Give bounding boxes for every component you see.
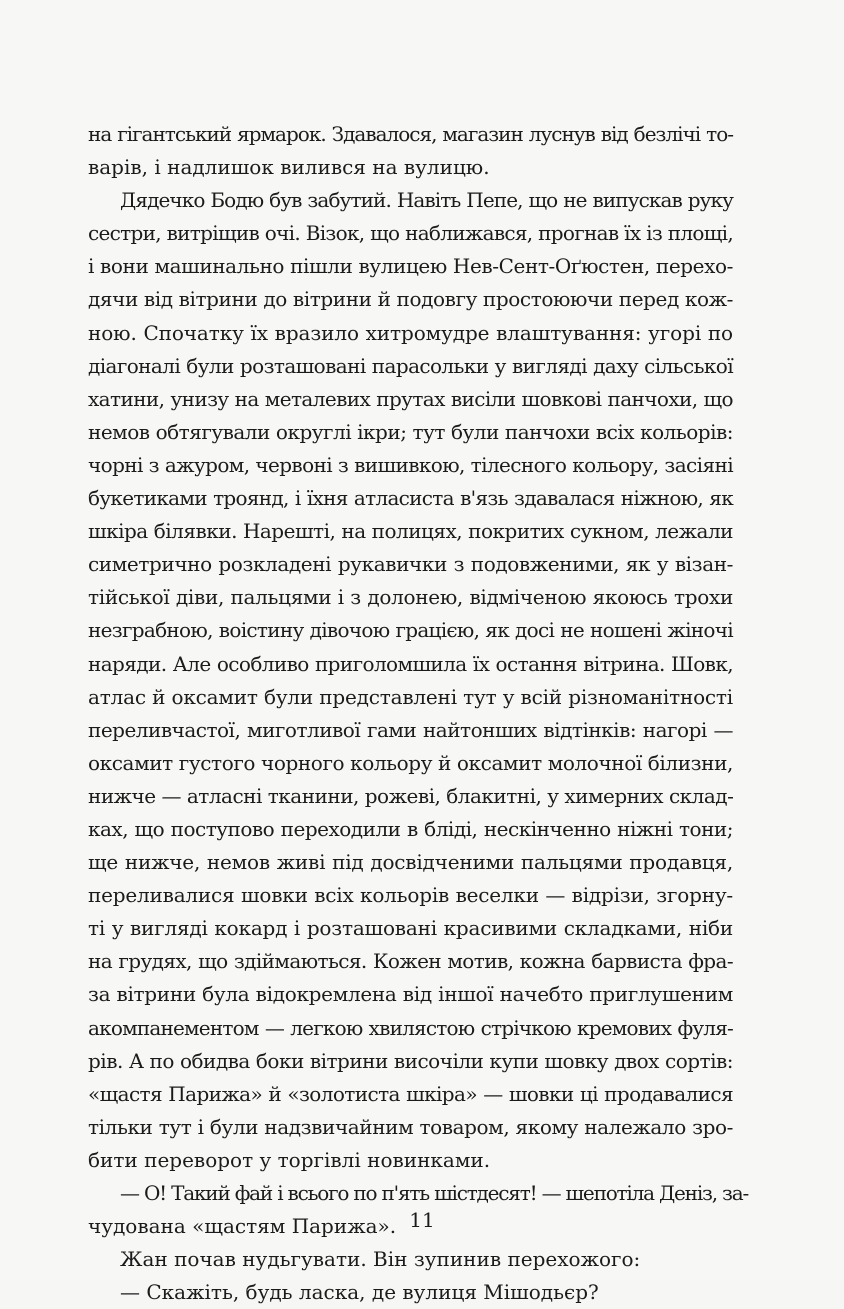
text-line: немов обтягували округлі ікри; тут були панчохи всіх кольорів: bbox=[88, 419, 733, 444]
text-line: переливалися шовки всіх кольорів веселки — відрізи, згорну- bbox=[88, 883, 733, 908]
text-line: Дядечко Бодю був забутий. Навіть Пепе, що не випускав руку bbox=[120, 188, 733, 213]
text-line: акомпанементом — легкою хвилястою стрічкою кремових фуля- bbox=[88, 1015, 733, 1040]
text-line: ною. Спочатку їх вразило хитромудре влаштування: угорі по bbox=[88, 320, 733, 345]
text-line: чудована «щастям Парижа». bbox=[88, 1214, 397, 1239]
text-line: ще нижче, немов живі під досвідченими пальцями продавця, bbox=[88, 850, 733, 875]
text-line: «щастя Парижа» й «золотиста шкіра» — шовки ці продавалися bbox=[88, 1081, 733, 1106]
text-line: за вітрини була відокремлена від іншої начебто приглушеним bbox=[88, 982, 733, 1007]
text-line: Жан почав нудьгувати. Він зупинив перехожого: bbox=[120, 1247, 641, 1272]
text-line: на гігантський ярмарок. Здавалося, магазин луснув від безлічі то- bbox=[88, 122, 733, 146]
text-line: чорні з ажуром, червоні з вишивкою, тілесного кольору, засіяні bbox=[88, 452, 733, 477]
text-line: сестри, витріщив очі. Візок, що наближався, прогнав їх із площі, bbox=[88, 221, 733, 246]
text-line: тійської діви, пальцями і з долонею, відміченою якоюсь трохи bbox=[88, 585, 733, 610]
text-line: на грудях, що здіймаються. Кожен мотив, кожна барвиста фра- bbox=[88, 949, 733, 974]
text-line: — О! Такий фай і всього по п'ять шістдесят! — шепотіла Деніз, за- bbox=[120, 1181, 749, 1205]
text-line: шкіра білявки. Нарешті, на полицях, покритих сукном, лежали bbox=[88, 519, 733, 544]
text-line: хатини, унизу на металевих прутах висіли шовкові панчохи, що bbox=[88, 386, 733, 411]
body-text bbox=[88, 118, 749, 1309]
text-line: — Скажіть, будь ласка, де вулиця Мішодьєр? bbox=[120, 1280, 599, 1305]
text-line: і вони машинально пішли вулицею Нев-Сент-Оґюстен, перехо- bbox=[88, 254, 733, 279]
text-line: оксамит густого чорного кольору й оксамит молочної білизни, bbox=[88, 750, 733, 775]
text-line: симетрично розкладені рукавички з подовженими, як у візан- bbox=[88, 552, 733, 577]
text-line: ках, що поступово переходили в бліді, нескінченно ніжні тони; bbox=[88, 816, 733, 841]
text-line: варів, і надлишок вилився на вулицю. bbox=[88, 155, 490, 180]
text-line: ті у вигляді кокард і розташовані красивими складками, ніби bbox=[88, 916, 733, 941]
text-line: діагоналі були розташовані парасольки у вигляді даху сільської bbox=[88, 353, 733, 378]
text-line: дячи від вітрини до вітрини й подовгу простоюючи перед кож- bbox=[88, 287, 733, 312]
text-line: бити переворот у торгівлі новинками. bbox=[88, 1147, 491, 1172]
text-line: рів. А по обидва боки вітрини височіли купи шовку двох сортів: bbox=[88, 1048, 733, 1073]
text-line: атлас й оксамит були представлені тут у всій різноманітності bbox=[88, 684, 733, 709]
text-line: незграбною, воістину дівочою грацією, як досі не ношені жіночі bbox=[88, 618, 733, 643]
text-line: нижче — атласні тканини, рожеві, блакитні, у химерних склад- bbox=[88, 783, 734, 808]
text-line: наряди. Але особливо приголомшила їх остання вітрина. Шовк, bbox=[88, 651, 733, 676]
page-number: 11 bbox=[409, 1208, 435, 1232]
text-line: букетиками троянд, і їхня атласиста в'язь здавалася ніжною, як bbox=[88, 486, 733, 511]
text-line: переливчастої, миготливої гами найтонших відтінків: нагорі — bbox=[88, 717, 733, 742]
text-line: тільки тут і були надзвичайним товаром, якому належало зро- bbox=[88, 1114, 733, 1139]
